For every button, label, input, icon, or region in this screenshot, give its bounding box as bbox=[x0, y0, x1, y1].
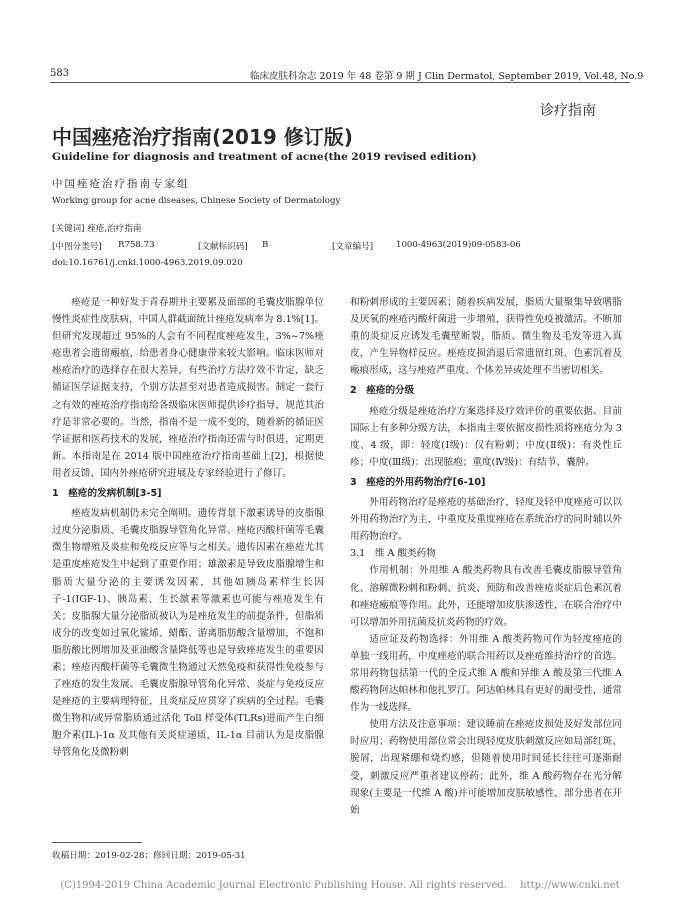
page-number: 583 bbox=[50, 68, 70, 79]
section-label: 诊疗指南 bbox=[540, 103, 596, 119]
journal-header: 临床皮肤科杂志 2019 年 48 卷第 9 期 J Clin Dermatol, September 2019, Vol.48, No.9 bbox=[250, 71, 644, 82]
paragraph-grading: 痤疮分级是痤疮治疗方案选择及疗效评价的重要依据。目前国际上有多种分级方法，本指南主要依据皮损性质将痤疮分为 3 度、4 级，即：轻度(Ⅰ级)：仅有粉刺；中度(Ⅱ级)：有炎性丘疹；中度(Ⅲ级)：出现脓疱；重度(Ⅳ级)：有结节、囊肿。 bbox=[350, 405, 622, 468]
title-chinese: 中国痤疮治疗指南(2019 修订版) bbox=[52, 125, 353, 149]
keywords: [关键词] 痤疮,治疗指南 bbox=[52, 224, 142, 234]
title-english: Guideline for diagnosis and treatment of acne(the 2019 revised edition) bbox=[52, 151, 477, 163]
doi: doi:10.16761/j.cnki.1000-4963.2019.09.020 bbox=[52, 258, 243, 268]
paragraph-mechanism: 作用机制：外用维 A 酸类药物具有改善毛囊皮脂腺导管角化、溶解微粉刺和粉刺、抗炎、预防和改善痤疮炎症后色素沉着和痤疮瘢痕等作用。此外，还能增加皮肤渗透性，在联合治疗中可以增加外用抗菌及抗炎药物的疗效。 bbox=[350, 565, 622, 628]
section-heading-3: 3 痤疮的外用药物治疗[6-10] bbox=[350, 476, 486, 488]
article-number: 1000-4963(2019)09-0583-06 bbox=[396, 240, 521, 250]
subsection-heading-3-1: 3.1 维 A 酸类药物 bbox=[350, 548, 436, 560]
article-number-label: [文章编号] bbox=[332, 242, 374, 252]
author-chinese: 中国痤疮治疗指南专家组 bbox=[52, 178, 190, 190]
author-english: Working group for acne diseases, Chinese Society of Dermatology bbox=[52, 196, 341, 206]
left-column bbox=[52, 294, 324, 762]
footnote-rule bbox=[52, 842, 142, 843]
right-column bbox=[350, 294, 622, 819]
section-heading-1: 1 痤疮的发病机制[3-5] bbox=[52, 488, 162, 500]
intro-paragraph: 痤疮是一种好发于青春期并主要累及面部的毛囊皮脂腺单位慢性炎症性皮肤病，中国人群截面统计痤疮发病率为 8.1%[1]。但研究发现超过 95%的人会有不同程度痤疮发生，3%~7%痤疮患者会遗留瘢痕，给患者身心健康带来较大影响。临床医师对痤疮治疗的选择存在很大差异，有些治疗方法疗效不肯定，缺乏循证医学证据支持，个别方法甚至对患者造成损害。制定一套行之有效的痤疮治疗指南给各级临床医师提供诊疗指导，规范其治疗是非常必要的。当然，指南不是一成不变的，随着新的循证医学证据和医药技术的发展，痤疮治疗指南还需与时俱进，定期更新。本指南是在 2014 版中国痤疮治疗指南基础上[2]，根据使用者反馈、国内外痤疮研究进展及专家经验进行了修订。 bbox=[52, 297, 324, 479]
clc-number: R758.73 bbox=[118, 240, 155, 250]
paragraph-indications: 适应证及药物选择：外用维 A 酸类药物可作为轻度痤疮的单独一线用药，中度痤疮的联合用药以及痤疮维持治疗的首选。常用药物包括第一代的全反式维 A 酸和异维 A 酸及第三代维 A 酸药物阿达帕林和他扎罗汀。阿达帕林具有更好的耐受性，通常作为一线选择。 bbox=[350, 633, 622, 714]
doc-code-label: [文献标识码] bbox=[198, 242, 248, 252]
header-rule bbox=[50, 82, 630, 83]
copyright-watermark: (C)1994-2019 China Academic Journal Electronic Publishing House. All rights reserved. http://www.cnki.net bbox=[60, 880, 620, 891]
section-heading-2: 2 痤疮的分级 bbox=[350, 385, 415, 397]
doc-code: B bbox=[262, 240, 269, 250]
paragraph-pathogenesis: 痤疮发病机制仍未完全阐明。遗传背景下激素诱导的皮脂腺过度分泌脂质、毛囊皮脂腺导管角化异常、痤疮丙酸杆菌等毛囊微生物增殖及炎症和免疫反应等与之相关。遗传因素在痤疮尤其是重度痤疮发生中起到了重要作用；雄激素是导致皮脂腺增生和脂质大量分泌的主要诱发因素，其他如胰岛素样生长因子-1(IGF-1)、胰岛素、生长激素等激素也可能与痤疮发生有关；皮脂腺大量分泌脂质被认为是痤疮发生的前提条件，但脂质成分的改变如过氧化鲨烯、蜡酯、游离脂肪酸含量增加，不饱和脂肪酸比例增加及亚油酸含量降低等也是导致痤疮发生的重要因素；痤疮丙酸杆菌等毛囊微生物通过天然免疫和获得性免疫参与了痤疮的发生发展。毛囊皮脂腺导管角化异常、炎症与免疫反应是痤疮的主要病理特征，且炎症反应贯穿了疾病的全过程。毛囊微生物和/或异常脂质通过活化 Toll 样受体(TLRs)进而产生白细胞介素(IL)-1α 及其他有关炎症递质，IL-1α 目前认为是皮脂腺导管角化及微粉刺 bbox=[52, 508, 324, 759]
paragraph-continued: 和粉刺形成的主要因素；随着疾病发展，脂质大量聚集导致嗜脂及厌氧的痤疮丙酸杆菌进一步增殖，获得性免疫被激活。不断加重的炎症反应诱发毛囊壁断裂，脂质、微生物及毛发等进入真皮，产生异物样反应。痤疮皮损消退后常遗留红斑、色素沉着及瘢痕形成，这与痤疮严重度、个体差异或处理不当密切相关。 bbox=[350, 297, 622, 377]
footnote: 收稿日期：2019-02-28；修回日期：2019-05-31 bbox=[52, 851, 246, 861]
paragraph-topical: 外用药物治疗是痤疮的基础治疗，轻度及轻中度痤疮可以以外用药物治疗为主，中重度及重度痤疮在系统治疗的同时辅以外用药物治疗。 bbox=[350, 497, 622, 543]
clc-label: [中图分类号] bbox=[52, 242, 102, 252]
paragraph-usage: 使用方法及注意事项：建议睡前在痤疮皮损处及好发部位同时应用；药物使用部位常会出现轻度皮肤刺激反应如局部红斑、脱屑，出现紧绷和烧灼感，但随着使用时间延长往往可逐渐耐受，刺激反应严重者建议停药；此外，维 A 酸药物存在光分解现象(主要是一代维 A 酸)并可能增加皮肤敏感性，部分患者在开始 bbox=[350, 719, 622, 816]
